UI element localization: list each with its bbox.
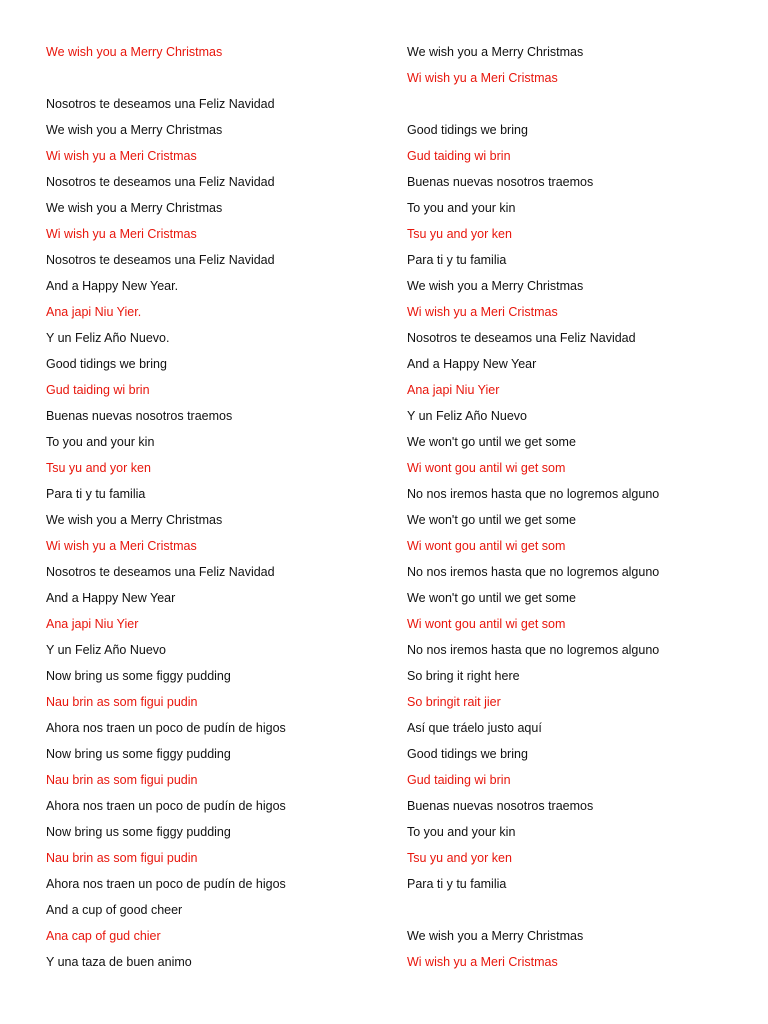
lyric-line: So bring it right here	[407, 669, 520, 683]
lyric-line: To you and your kin	[407, 201, 516, 215]
lyric-line: Para ti y tu familia	[407, 877, 507, 891]
pronunciation-line: Ana japi Niu Yier	[46, 617, 139, 631]
pronunciation-line: Wi wont gou antil wi get som	[407, 617, 566, 631]
pronunciation-line: Wi wish yu a Meri Cristmas	[46, 227, 197, 241]
pronunciation-line: Wi wont gou antil wi get som	[407, 461, 566, 475]
lyric-line: We wish you a Merry Christmas	[46, 201, 223, 215]
lyric-line: Nosotros te deseamos una Feliz Navidad	[46, 97, 275, 111]
pronunciation-line: Tsu yu and yor ken	[407, 851, 512, 865]
lyric-line: We won't go until we get some	[407, 435, 576, 449]
lyric-line: We wish you a Merry Christmas	[407, 929, 584, 943]
pronunciation-line: Nau brin as som figui pudin	[46, 851, 198, 865]
lyric-line: To you and your kin	[46, 435, 155, 449]
blank-line	[407, 94, 767, 120]
pronunciation-line: Nau brin as som figui pudin	[46, 695, 198, 709]
pronunciation-line: Ana japi Niu Yier	[407, 383, 500, 397]
lyric-line: Good tidings we bring	[46, 357, 167, 371]
lyric-line: To you and your kin	[407, 825, 516, 839]
lyric-line: We won't go until we get some	[407, 591, 576, 605]
lyric-line: No nos iremos hasta que no logremos alguno	[407, 643, 660, 657]
lyric-line: No nos iremos hasta que no logremos alguno	[407, 565, 660, 579]
pronunciation-line: Gud taiding wi brin	[407, 773, 511, 787]
lyric-line: Así que tráelo justo aquí	[407, 721, 542, 735]
lyric-line: We wish you a Merry Christmas	[46, 123, 223, 137]
lyric-line: We wish you a Merry Christmas	[407, 279, 584, 293]
lyric-line: We won't go until we get some	[407, 513, 576, 527]
pronunciation-line: Ana japi Niu Yier.	[46, 305, 142, 319]
lyric-line: And a Happy New Year	[407, 357, 537, 371]
lyric-line: Y un Feliz Año Nuevo	[46, 643, 166, 657]
lyric-line: We wish you a Merry Christmas	[407, 45, 584, 59]
lyric-line: No nos iremos hasta que no logremos alguno	[407, 487, 660, 501]
lyric-line: Now bring us some figgy pudding	[46, 825, 231, 839]
pronunciation-line: We wish you a Merry Christmas	[46, 45, 223, 59]
lyric-line: Buenas nuevas nosotros traemos	[46, 409, 233, 423]
lyric-line: Para ti y tu familia	[46, 487, 146, 501]
pronunciation-line: So bringit rait jier	[407, 695, 501, 709]
lyric-line: Y un Feliz Año Nuevo	[407, 409, 527, 423]
lyric-line: And a Happy New Year.	[46, 279, 179, 293]
lyric-line: And a cup of good cheer	[46, 903, 183, 917]
lyric-line: Nosotros te deseamos una Feliz Navidad	[407, 331, 636, 345]
pronunciation-line: Wi wish yu a Meri Cristmas	[407, 955, 558, 969]
lyric-line: Now bring us some figgy pudding	[46, 669, 231, 683]
pronunciation-line: Wi wish yu a Meri Cristmas	[407, 305, 558, 319]
pronunciation-line: Wi wish yu a Meri Cristmas	[407, 71, 558, 85]
pronunciation-line: Wi wish yu a Meri Cristmas	[46, 539, 197, 553]
left-lyrics-column	[46, 42, 406, 978]
lyric-line: Buenas nuevas nosotros traemos	[407, 175, 594, 189]
lyric-line: Good tidings we bring	[407, 123, 528, 137]
lyric-line: We wish you a Merry Christmas	[46, 513, 223, 527]
lyric-line: Now bring us some figgy pudding	[46, 747, 231, 761]
blank-line	[46, 68, 406, 94]
lyric-line: Ahora nos traen un poco de pudín de higos	[46, 799, 286, 813]
lyric-line: Good tidings we bring	[407, 747, 528, 761]
right-lyrics-column	[407, 42, 767, 978]
lyric-line: Buenas nuevas nosotros traemos	[407, 799, 594, 813]
blank-line	[407, 900, 767, 926]
pronunciation-line: Wi wish yu a Meri Cristmas	[46, 149, 197, 163]
lyric-line: Y una taza de buen animo	[46, 955, 192, 969]
pronunciation-line: Tsu yu and yor ken	[46, 461, 151, 475]
lyric-line: Ahora nos traen un poco de pudín de higos	[46, 877, 286, 891]
lyric-line: Nosotros te deseamos una Feliz Navidad	[46, 565, 275, 579]
pronunciation-line: Nau brin as som figui pudin	[46, 773, 198, 787]
pronunciation-line: Ana cap of gud chier	[46, 929, 161, 943]
pronunciation-line: Wi wont gou antil wi get som	[407, 539, 566, 553]
pronunciation-line: Tsu yu and yor ken	[407, 227, 512, 241]
lyric-line: Para ti y tu familia	[407, 253, 507, 267]
lyric-line: Y un Feliz Año Nuevo.	[46, 331, 170, 345]
lyric-line: Nosotros te deseamos una Feliz Navidad	[46, 175, 275, 189]
lyric-line: Ahora nos traen un poco de pudín de higos	[46, 721, 286, 735]
pronunciation-line: Gud taiding wi brin	[407, 149, 511, 163]
pronunciation-line: Gud taiding wi brin	[46, 383, 150, 397]
lyric-line: And a Happy New Year	[46, 591, 176, 605]
lyric-line: Nosotros te deseamos una Feliz Navidad	[46, 253, 275, 267]
